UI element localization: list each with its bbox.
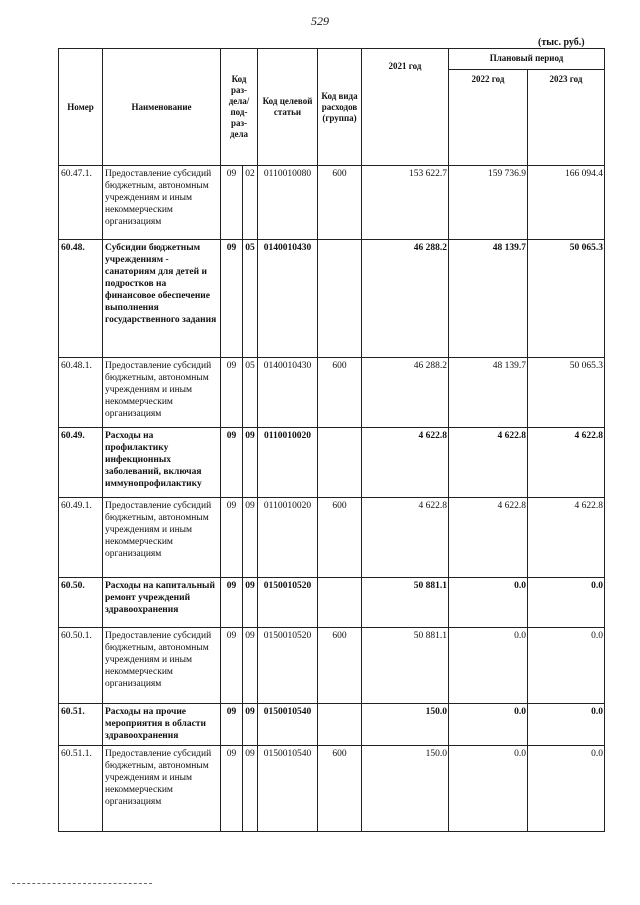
page-number: 529 [311,14,329,28]
row-subsection: 09 [243,578,258,628]
row-name: Предоставление субсидий бюджетным, автономным учреждениям и иным некоммерческим организациям [103,166,221,240]
header-planning-period: Плановый период [449,49,605,70]
table-row [59,166,605,240]
row-section: 09 [221,240,243,358]
row-2022: 0.0 [449,704,528,746]
row-2021: 46 288.2 [362,358,449,428]
row-number: 60.50. [59,578,103,628]
row-section: 09 [221,628,243,704]
row-target: 0140010430 [258,358,318,428]
row-name: Предоставление субсидий бюджетным, автономным учреждениям и иным некоммерческим организациям [103,746,221,832]
row-number: 60.50.1. [59,628,103,704]
row-2023: 0.0 [528,578,605,628]
row-2023: 0.0 [528,704,605,746]
header-2023: 2023 год [528,69,605,165]
budget-table [58,48,605,832]
row-subsection: 09 [243,428,258,498]
row-name: Предоставление субсидий бюджетным, автономным учреждениям и иным некоммерческим организациям [103,628,221,704]
row-expense-type [318,428,362,498]
row-section: 09 [221,166,243,240]
row-expense-type [318,240,362,358]
row-2021: 50 881.1 [362,578,449,628]
row-2021: 150.0 [362,746,449,832]
row-2023: 50 065.3 [528,240,605,358]
header-target: Код целевой статьи [258,49,318,166]
row-2023: 0.0 [528,628,605,704]
row-2023: 0.0 [528,746,605,832]
row-expense-type: 600 [318,358,362,428]
row-number: 60.48. [59,240,103,358]
table-row [59,704,605,746]
row-2022: 48 139.7 [449,240,528,358]
row-target: 0150010540 [258,704,318,746]
row-2022: 4 622.8 [449,498,528,578]
header-section: Код раз- дела/ под- раз- дела [221,49,258,166]
row-number: 60.51.1. [59,746,103,832]
row-2023: 50 065.3 [528,358,605,428]
row-2023: 4 622.8 [528,428,605,498]
row-expense-type: 600 [318,746,362,832]
row-2022: 159 736.9 [449,166,528,240]
row-section: 09 [221,704,243,746]
row-2021: 153 622.7 [362,166,449,240]
row-subsection: 09 [243,628,258,704]
row-number: 60.47.1. [59,166,103,240]
row-2021: 150.0 [362,704,449,746]
row-subsection: 09 [243,498,258,578]
row-subsection: 05 [243,358,258,428]
row-expense-type: 600 [318,628,362,704]
row-subsection: 05 [243,240,258,358]
row-section: 09 [221,578,243,628]
row-expense-type: 600 [318,166,362,240]
row-target: 0110010020 [258,498,318,578]
row-section: 09 [221,746,243,832]
row-2022: 0.0 [449,746,528,832]
table-row [59,358,605,428]
header-expense-type: Код вида расходов (группа) [318,49,362,166]
row-name: Предоставление субсидий бюджетным, автономным учреждениям и иным некоммерческим организациям [103,358,221,428]
row-subsection: 09 [243,746,258,832]
row-target: 0150010540 [258,746,318,832]
table-row [59,578,605,628]
row-target: 0150010520 [258,578,318,628]
row-number: 60.51. [59,704,103,746]
row-2022: 0.0 [449,578,528,628]
row-section: 09 [221,358,243,428]
row-expense-type: 600 [318,498,362,578]
table-row [59,498,605,578]
row-number: 60.48.1. [59,358,103,428]
table-row [59,240,605,358]
row-name: Предоставление субсидий бюджетным, автономным учреждениям и иным некоммерческим организациям [103,498,221,578]
footer-line [12,883,152,884]
row-section: 09 [221,498,243,578]
row-2023: 4 622.8 [528,498,605,578]
row-2022: 4 622.8 [449,428,528,498]
row-2021: 50 881.1 [362,628,449,704]
row-target: 0140010430 [258,240,318,358]
table-row [59,746,605,832]
row-number: 60.49.1. [59,498,103,578]
row-2021: 4 622.8 [362,498,449,578]
row-2022: 48 139.7 [449,358,528,428]
row-2021: 46 288.2 [362,240,449,358]
header-name: Наименование [103,49,221,166]
table-row [59,628,605,704]
row-subsection: 02 [243,166,258,240]
header-2022: 2022 год [449,69,528,165]
row-name: Субсидии бюджетным учреждениям - санаториям для детей и подростков на финансовое обеспечение выполнения государственного задания [103,240,221,358]
header-2021: 2021 год [362,49,449,166]
table-row [59,428,605,498]
row-2022: 0.0 [449,628,528,704]
row-expense-type [318,578,362,628]
row-2021: 4 622.8 [362,428,449,498]
header-number: Номер [59,49,103,166]
row-expense-type [318,704,362,746]
row-name: Расходы на профилактику инфекционных заболеваний, включая иммунопрофилактику [103,428,221,498]
row-target: 0150010520 [258,628,318,704]
row-name: Расходы на прочие мероприятия в области здравоохранения [103,704,221,746]
row-target: 0110010020 [258,428,318,498]
row-section: 09 [221,428,243,498]
row-2023: 166 094.4 [528,166,605,240]
row-subsection: 09 [243,704,258,746]
row-number: 60.49. [59,428,103,498]
row-name: Расходы на капитальный ремонт учреждений здравоохранения [103,578,221,628]
row-target: 0110010080 [258,166,318,240]
units-label: (тыс. руб.) [538,37,585,48]
